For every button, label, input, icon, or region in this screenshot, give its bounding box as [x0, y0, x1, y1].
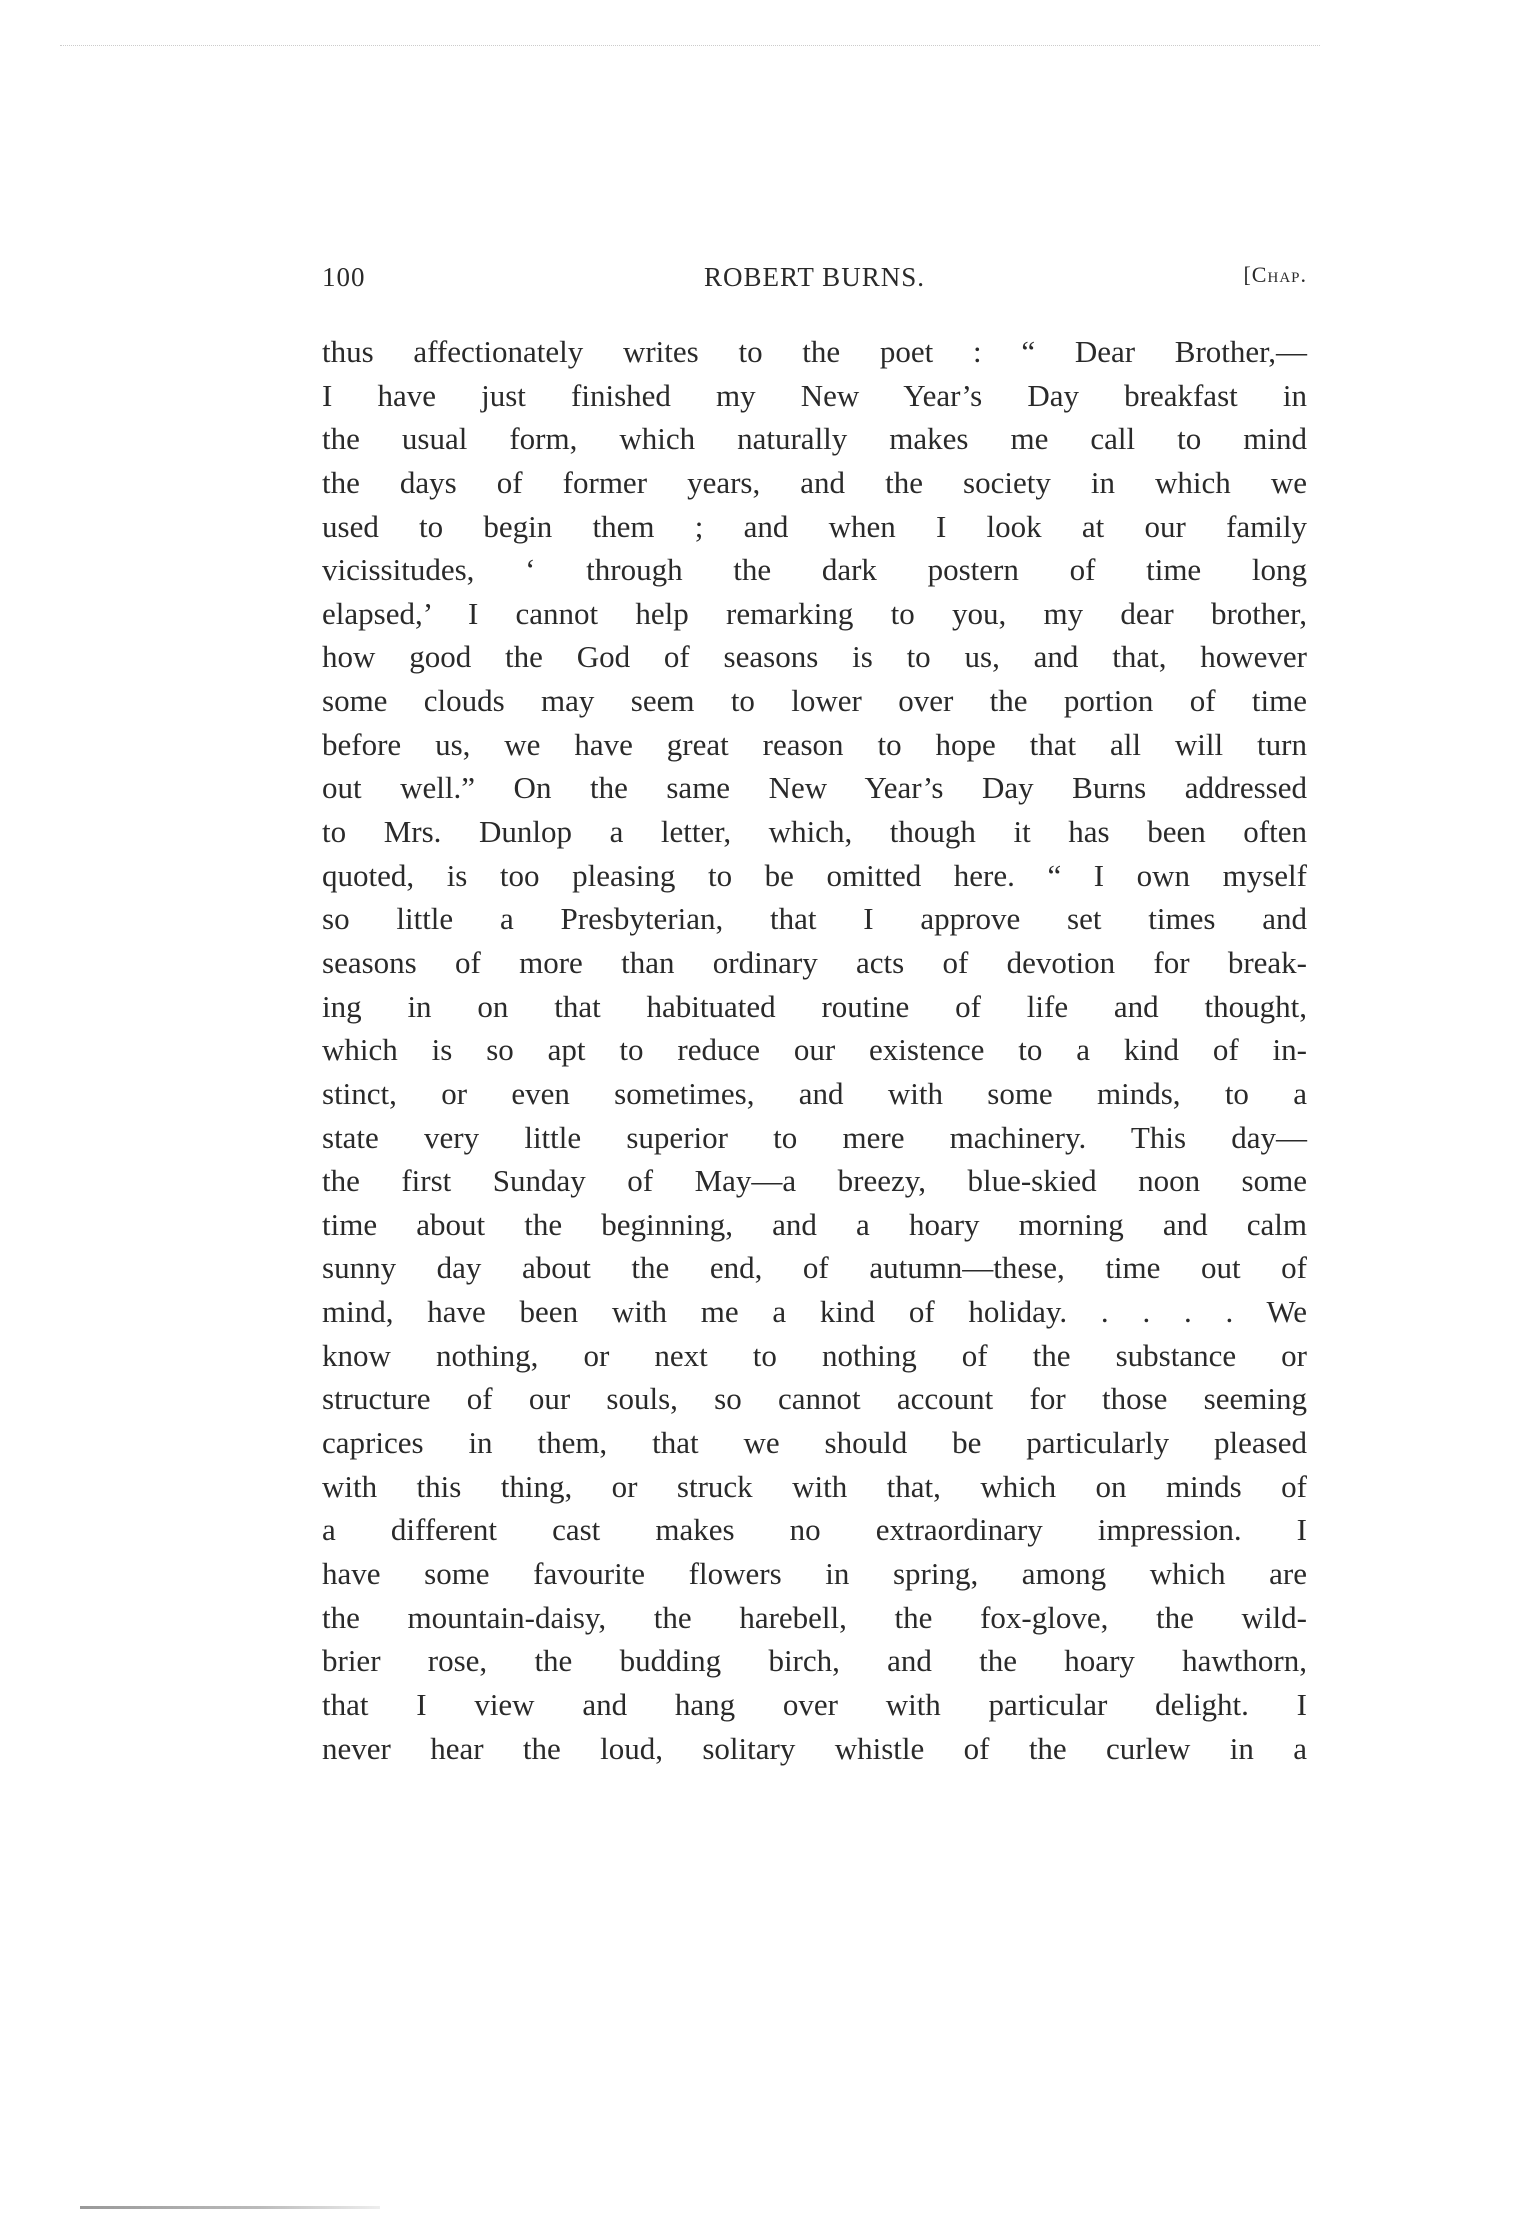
text-line: caprices in them, that we should be particularly pleased	[322, 1425, 1307, 1461]
text-line: brier rose, the budding birch, and the hoary hawthorn,	[322, 1643, 1307, 1679]
scan-edge-dots	[60, 45, 1320, 46]
text-line: state very little superior to mere machinery. This day—	[322, 1119, 1307, 1155]
running-title: ROBERT BURNS.	[704, 262, 925, 292]
text-line: how good the God of seasons is to us, and that, however	[322, 639, 1307, 675]
body-text	[322, 330, 1307, 1770]
text-line: ing in on that habituated routine of life and thought,	[322, 988, 1307, 1024]
text-line: quoted, is too pleasing to be omitted here. “ I own myself	[322, 857, 1307, 893]
text-line: the usual form, which naturally makes me call to mind	[322, 421, 1307, 457]
text-line: used to begin them ; and when I look at our family	[322, 508, 1307, 544]
text-line: out well.” On the same New Year’s Day Burns addressed	[322, 770, 1307, 806]
text-line: elapsed,’ I cannot help remarking to you, my dear brother,	[322, 595, 1307, 631]
text-line: thus affectionately writes to the poet : “ Dear Brother,—	[322, 334, 1307, 369]
text-line: that I view and hang over with particular delight. I	[322, 1686, 1307, 1722]
text-line: so little a Presbyterian, that I approve set times and	[322, 901, 1307, 937]
text-line: the first Sunday of May—a breezy, blue-skied noon some	[322, 1163, 1307, 1199]
text-line: sunny day about the end, of autumn—these, time out of	[322, 1250, 1307, 1286]
text-line: mind, have been with me a kind of holiday. . . . . We	[322, 1294, 1307, 1330]
text-line: seasons of more than ordinary acts of devotion for break-	[322, 944, 1307, 980]
text-line: the days of former years, and the society in which we	[322, 464, 1307, 500]
text-line: vicissitudes, ‘ through the dark postern of time long	[322, 552, 1307, 588]
text-line: time about the beginning, and a hoary morning and calm	[322, 1206, 1307, 1242]
running-header	[322, 262, 1307, 302]
text-line: stinct, or even sometimes, and with some minds, to a	[322, 1075, 1307, 1111]
page-number: 100	[322, 262, 366, 292]
text-line: have some favourite flowers in spring, among which are	[322, 1555, 1307, 1591]
text-line: the mountain-daisy, the harebell, the fox-glove, the wild-	[322, 1599, 1307, 1635]
text-line: structure of our souls, so cannot account for those seeming	[322, 1381, 1307, 1417]
scan-artifact	[80, 2206, 380, 2209]
text-line: which is so apt to reduce our existence to a kind of in-	[322, 1032, 1307, 1068]
chapter-mark: [Chap.	[1243, 262, 1307, 287]
text-line: never hear the loud, solitary whistle of the curlew in a	[322, 1730, 1307, 1766]
text-line: a different cast makes no extraordinary impression. I	[322, 1512, 1307, 1548]
text-line: know nothing, or next to nothing of the substance or	[322, 1337, 1307, 1373]
text-line: some clouds may seem to lower over the portion of time	[322, 683, 1307, 719]
text-line: I have just finished my New Year’s Day breakfast in	[322, 377, 1307, 413]
text-line: before us, we have great reason to hope that all will turn	[322, 726, 1307, 762]
text-line: to Mrs. Dunlop a letter, which, though it has been often	[322, 814, 1307, 850]
text-line: with this thing, or struck with that, which on minds of	[322, 1468, 1307, 1504]
